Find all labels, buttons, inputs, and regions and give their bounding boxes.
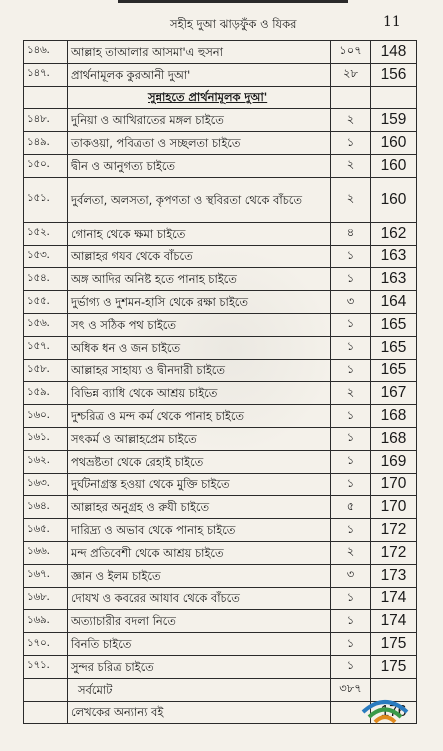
entry-count: ২ <box>331 382 371 405</box>
toc-row <box>24 473 417 496</box>
entry-number <box>24 701 68 724</box>
toc-row <box>24 109 417 132</box>
toc-row <box>24 268 417 291</box>
toc-row <box>24 610 417 633</box>
entry-title: বিনতি চাইতে <box>68 633 331 656</box>
entry-number <box>24 86 68 109</box>
toc-row <box>24 450 417 473</box>
entry-number: ১৫৭. <box>24 336 68 359</box>
toc-row <box>24 154 417 177</box>
entry-page <box>371 86 417 109</box>
entry-page: 176 <box>371 701 417 724</box>
entry-count: ১ <box>331 519 371 542</box>
entry-page: 170 <box>371 473 417 496</box>
entry-count: ৫ <box>331 496 371 519</box>
entry-count: ২৮ <box>331 63 371 86</box>
entry-page: 168 <box>371 405 417 428</box>
entry-count: ১ <box>331 268 371 291</box>
toc-row <box>24 633 417 656</box>
entry-count: ২ <box>331 541 371 564</box>
entry-number: ১৫৯. <box>24 382 68 405</box>
entry-number: ১৬৮. <box>24 587 68 610</box>
contents-table <box>23 40 417 724</box>
entry-count: ১ <box>331 313 371 336</box>
entry-number: ১৫৮. <box>24 359 68 382</box>
entry-count: ১ <box>331 473 371 496</box>
entry-count: ১ <box>331 132 371 155</box>
entry-count: ২ <box>331 154 371 177</box>
entry-title: দুর্বলতা, অলসতা, কৃপণতা ও স্থবিরতা থেকে বাঁচতে <box>68 177 331 222</box>
entry-count: ৩ <box>331 291 371 314</box>
entry-number: ১৫৪. <box>24 268 68 291</box>
entry-title: সৎকর্ম ও আল্লাহপ্রেম চাইতে <box>68 427 331 450</box>
entry-title: লেখকের অন্যান্য বই <box>68 701 331 724</box>
toc-row <box>24 519 417 542</box>
entry-page: 163 <box>371 268 417 291</box>
entry-page: 168 <box>371 427 417 450</box>
page-number: 11 <box>383 14 401 30</box>
entry-page: 148 <box>371 41 417 64</box>
entry-title: পথভ্রষ্টতা থেকে রেহাই চাইতে <box>68 450 331 473</box>
entry-title: সুন্নাহতে প্রার্থনামূলক দুআ' <box>68 86 331 109</box>
entry-number: ১৫৬. <box>24 313 68 336</box>
entry-title: অধিক ধন ও জন চাইতে <box>68 336 331 359</box>
entry-number: ১৪৭. <box>24 63 68 86</box>
entry-title: আল্লাহর গযব থেকে বাঁচতে <box>68 245 331 268</box>
entry-page: 170 <box>371 496 417 519</box>
toc-row <box>24 222 417 245</box>
entry-title: দোযখ ও কবরের আযাব থেকে বাঁচতে <box>68 587 331 610</box>
entry-number: ১৬৫. <box>24 519 68 542</box>
toc-row <box>24 359 417 382</box>
entry-page: 175 <box>371 633 417 656</box>
entry-count: ১ <box>331 633 371 656</box>
entry-page: 159 <box>371 109 417 132</box>
entry-title: অঙ্গ আদির অনিষ্ট হতে পানাহ চাইতে <box>68 268 331 291</box>
entry-title: দুর্ভাগ্য ও দুশমন-হাসি থেকে রক্ষা চাইতে <box>68 291 331 314</box>
entry-page: 165 <box>371 336 417 359</box>
entry-page: 165 <box>371 359 417 382</box>
entry-title: জ্ঞান ও ইলম চাইতে <box>68 564 331 587</box>
entry-count: ১ <box>331 587 371 610</box>
entry-number: ১৭০. <box>24 633 68 656</box>
entry-title: তাকওয়া, পবিত্রতা ও সচ্ছলতা চাইতে <box>68 132 331 155</box>
entry-title: আল্লাহর অনুগ্রহ ও রুযী চাইতে <box>68 496 331 519</box>
entry-title: দুনিয়া ও আখিরাতের মঙ্গল চাইতে <box>68 109 331 132</box>
entry-title: দুশ্চরিত্র ও মন্দ কর্ম থেকে পানাহ চাইতে <box>68 405 331 428</box>
entry-number: ১৬১. <box>24 427 68 450</box>
entry-page: 165 <box>371 313 417 336</box>
entry-number: ১৪৯. <box>24 132 68 155</box>
toc-row <box>24 245 417 268</box>
toc-row <box>24 496 417 519</box>
entry-count: ১ <box>331 450 371 473</box>
entry-page: 164 <box>371 291 417 314</box>
entry-title: সৎ ও সঠিক পথ চাইতে <box>68 313 331 336</box>
entry-number: ১৬৯. <box>24 610 68 633</box>
entry-count: ১ <box>331 245 371 268</box>
entry-count <box>331 86 371 109</box>
toc-row <box>24 587 417 610</box>
entry-number: ১৫২. <box>24 222 68 245</box>
entry-title: গোনাহ থেকে ক্ষমা চাইতে <box>68 222 331 245</box>
entry-page: 160 <box>371 154 417 177</box>
entry-title: আল্লাহর সাহায্য ও দ্বীনদারী চাইতে <box>68 359 331 382</box>
entry-number: ১৫১. <box>24 177 68 222</box>
entry-title: দুর্ঘটনাগ্রস্ত হওয়া থেকে মুক্তি চাইতে <box>68 473 331 496</box>
toc-row <box>24 86 417 109</box>
entry-count: ৩৮৭ <box>331 678 371 701</box>
entry-number <box>24 678 68 701</box>
entry-page: 172 <box>371 519 417 542</box>
toc-row <box>24 336 417 359</box>
entry-page: 175 <box>371 655 417 678</box>
entry-page: 160 <box>371 132 417 155</box>
entry-title: দারিদ্র্য ও অভাব থেকে পানাহ চাইতে <box>68 519 331 542</box>
running-title: সহীহ দুআ ঝাড়ফুঁক ও যিকর <box>170 17 297 31</box>
entry-title: সর্বমোট <box>68 678 331 701</box>
entry-page: 174 <box>371 587 417 610</box>
entry-count: ১ <box>331 427 371 450</box>
toc-row <box>24 382 417 405</box>
toc-row <box>24 177 417 222</box>
publisher-logo <box>355 690 415 730</box>
toc-row <box>24 63 417 86</box>
entry-count: ৪ <box>331 222 371 245</box>
entry-number: ১৪৮. <box>24 109 68 132</box>
entry-title: বিভিন্ন ব্যাধি থেকে আশ্রয় চাইতে <box>68 382 331 405</box>
toc-row <box>24 405 417 428</box>
entry-count: ১ <box>331 655 371 678</box>
entry-page: 160 <box>371 177 417 222</box>
entry-title: মন্দ প্রতিবেশী থেকে আশ্রয় চাইতে <box>68 541 331 564</box>
entry-number: ১৬৩. <box>24 473 68 496</box>
entry-title: দ্বীন ও আনুগত্য চাইতে <box>68 154 331 177</box>
toc-row <box>24 655 417 678</box>
entry-number: ১৬০. <box>24 405 68 428</box>
toc-row <box>24 291 417 314</box>
entry-page: 173 <box>371 564 417 587</box>
entry-number: ১৫৩. <box>24 245 68 268</box>
entry-count: ২ <box>331 109 371 132</box>
entry-title: আল্লাহ তাআলার আসমা'এ হুসনা <box>68 41 331 64</box>
entry-page: 167 <box>371 382 417 405</box>
entry-count: ১ <box>331 405 371 428</box>
entry-count: ১০৭ <box>331 41 371 64</box>
entry-count: ১ <box>331 359 371 382</box>
entry-count: ১ <box>331 610 371 633</box>
entry-page: 172 <box>371 541 417 564</box>
entry-title: প্রার্থনামূলক কুরআনী দুআ' <box>68 63 331 86</box>
entry-page: 156 <box>371 63 417 86</box>
top-rule <box>118 0 348 3</box>
toc-row <box>24 132 417 155</box>
entry-title: অত্যাচারীর বদলা নিতে <box>68 610 331 633</box>
entry-page: 163 <box>371 245 417 268</box>
entry-number: ১৫৫. <box>24 291 68 314</box>
toc-row <box>24 427 417 450</box>
page-header <box>0 14 443 36</box>
toc-row <box>24 313 417 336</box>
toc-row <box>24 564 417 587</box>
entry-count: ২ <box>331 177 371 222</box>
entry-count: ৩ <box>331 564 371 587</box>
entry-number: ১৬২. <box>24 450 68 473</box>
entry-page: 174 <box>371 610 417 633</box>
entry-number: ১৭১. <box>24 655 68 678</box>
entry-page: 162 <box>371 222 417 245</box>
entry-page: 169 <box>371 450 417 473</box>
toc-row <box>24 541 417 564</box>
entry-number: ১৬৬. <box>24 541 68 564</box>
entry-count: ১ <box>331 336 371 359</box>
toc-row <box>24 41 417 64</box>
entry-number: ১৬৭. <box>24 564 68 587</box>
entry-number: ১৫০. <box>24 154 68 177</box>
entry-title: সুন্দর চরিত্র চাইতে <box>68 655 331 678</box>
entry-number: ১৪৬. <box>24 41 68 64</box>
entry-number: ১৬৪. <box>24 496 68 519</box>
